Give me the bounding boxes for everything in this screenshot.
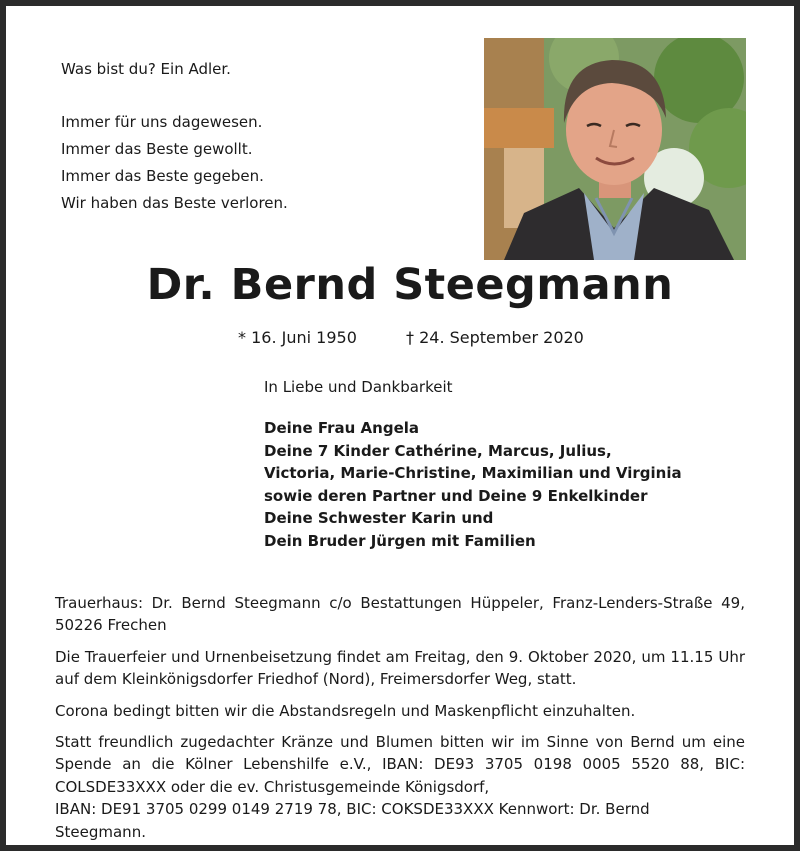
birth-date: * 16. Juni 1950 <box>238 328 357 347</box>
notice-details <box>55 592 745 843</box>
family-list <box>264 417 682 553</box>
family-line: Deine Schwester Karin und <box>264 509 494 528</box>
poem-line: Immer das Beste gewollt. <box>61 140 253 158</box>
deceased-name: Dr. Bernd Steegmann <box>146 260 674 310</box>
donation-text: Statt freundlich zugedachter Kränze und Blumen bitten wir im Sinne von Bernd um eine Spende an die Kölner Lebenshilfe e.V., IBAN: DE93 3705 0198 0005 5520 88, BIC: COLSDE33XXX oder die ev. Christusgemeinde Königsdorf, <box>55 733 745 796</box>
family-line: Victoria, Marie-Christine, Maximilian und Virginia <box>264 464 682 483</box>
poem <box>61 56 288 217</box>
poem-line: Wir haben das Beste verloren. <box>61 194 288 212</box>
family-line: Deine Frau Angela <box>264 419 420 437</box>
family-line: Deine 7 Kinder Cathérine, Marcus, Julius, <box>264 441 612 460</box>
donation-iban-text: IBAN: DE91 3705 0299 0149 2719 78, BIC: COKSDE33XXX Kennwort: Dr. Bernd Steegmann. <box>55 800 650 841</box>
mourning-house-text: Trauerhaus: Dr. Bernd Steegmann c/o Bestattungen Hüppeler, Franz-Lenders-Straße 49, 50226 Frechen <box>55 594 745 635</box>
ceremony-text: Die Trauerfeier und Urnenbeisetzung findet am Freitag, den 9. Oktober 2020, um 11.15 Uhr auf dem Kleinkönigsdorfer Friedhof (Nord), Freimersdorfer Weg, statt. <box>55 647 745 689</box>
death-date: † 24. September 2020 <box>406 328 584 347</box>
poem-line: Was bist du? Ein Adler. <box>61 60 231 78</box>
portrait-photo <box>484 38 746 260</box>
obituary-page <box>6 6 794 845</box>
poem-line: Immer für uns dagewesen. <box>61 113 263 131</box>
corona-text: Corona bedingt bitten wir die Abstandsregeln und Maskenpflicht einzuhalten. <box>55 701 636 720</box>
family-line: Dein Bruder Jürgen mit Familien <box>264 531 536 550</box>
poem-line: Immer das Beste gegeben. <box>61 167 264 185</box>
dedication-line: In Liebe und Dankbarkeit <box>264 378 453 396</box>
family-line: sowie deren Partner und Deine 9 Enkelkinder <box>264 486 648 505</box>
